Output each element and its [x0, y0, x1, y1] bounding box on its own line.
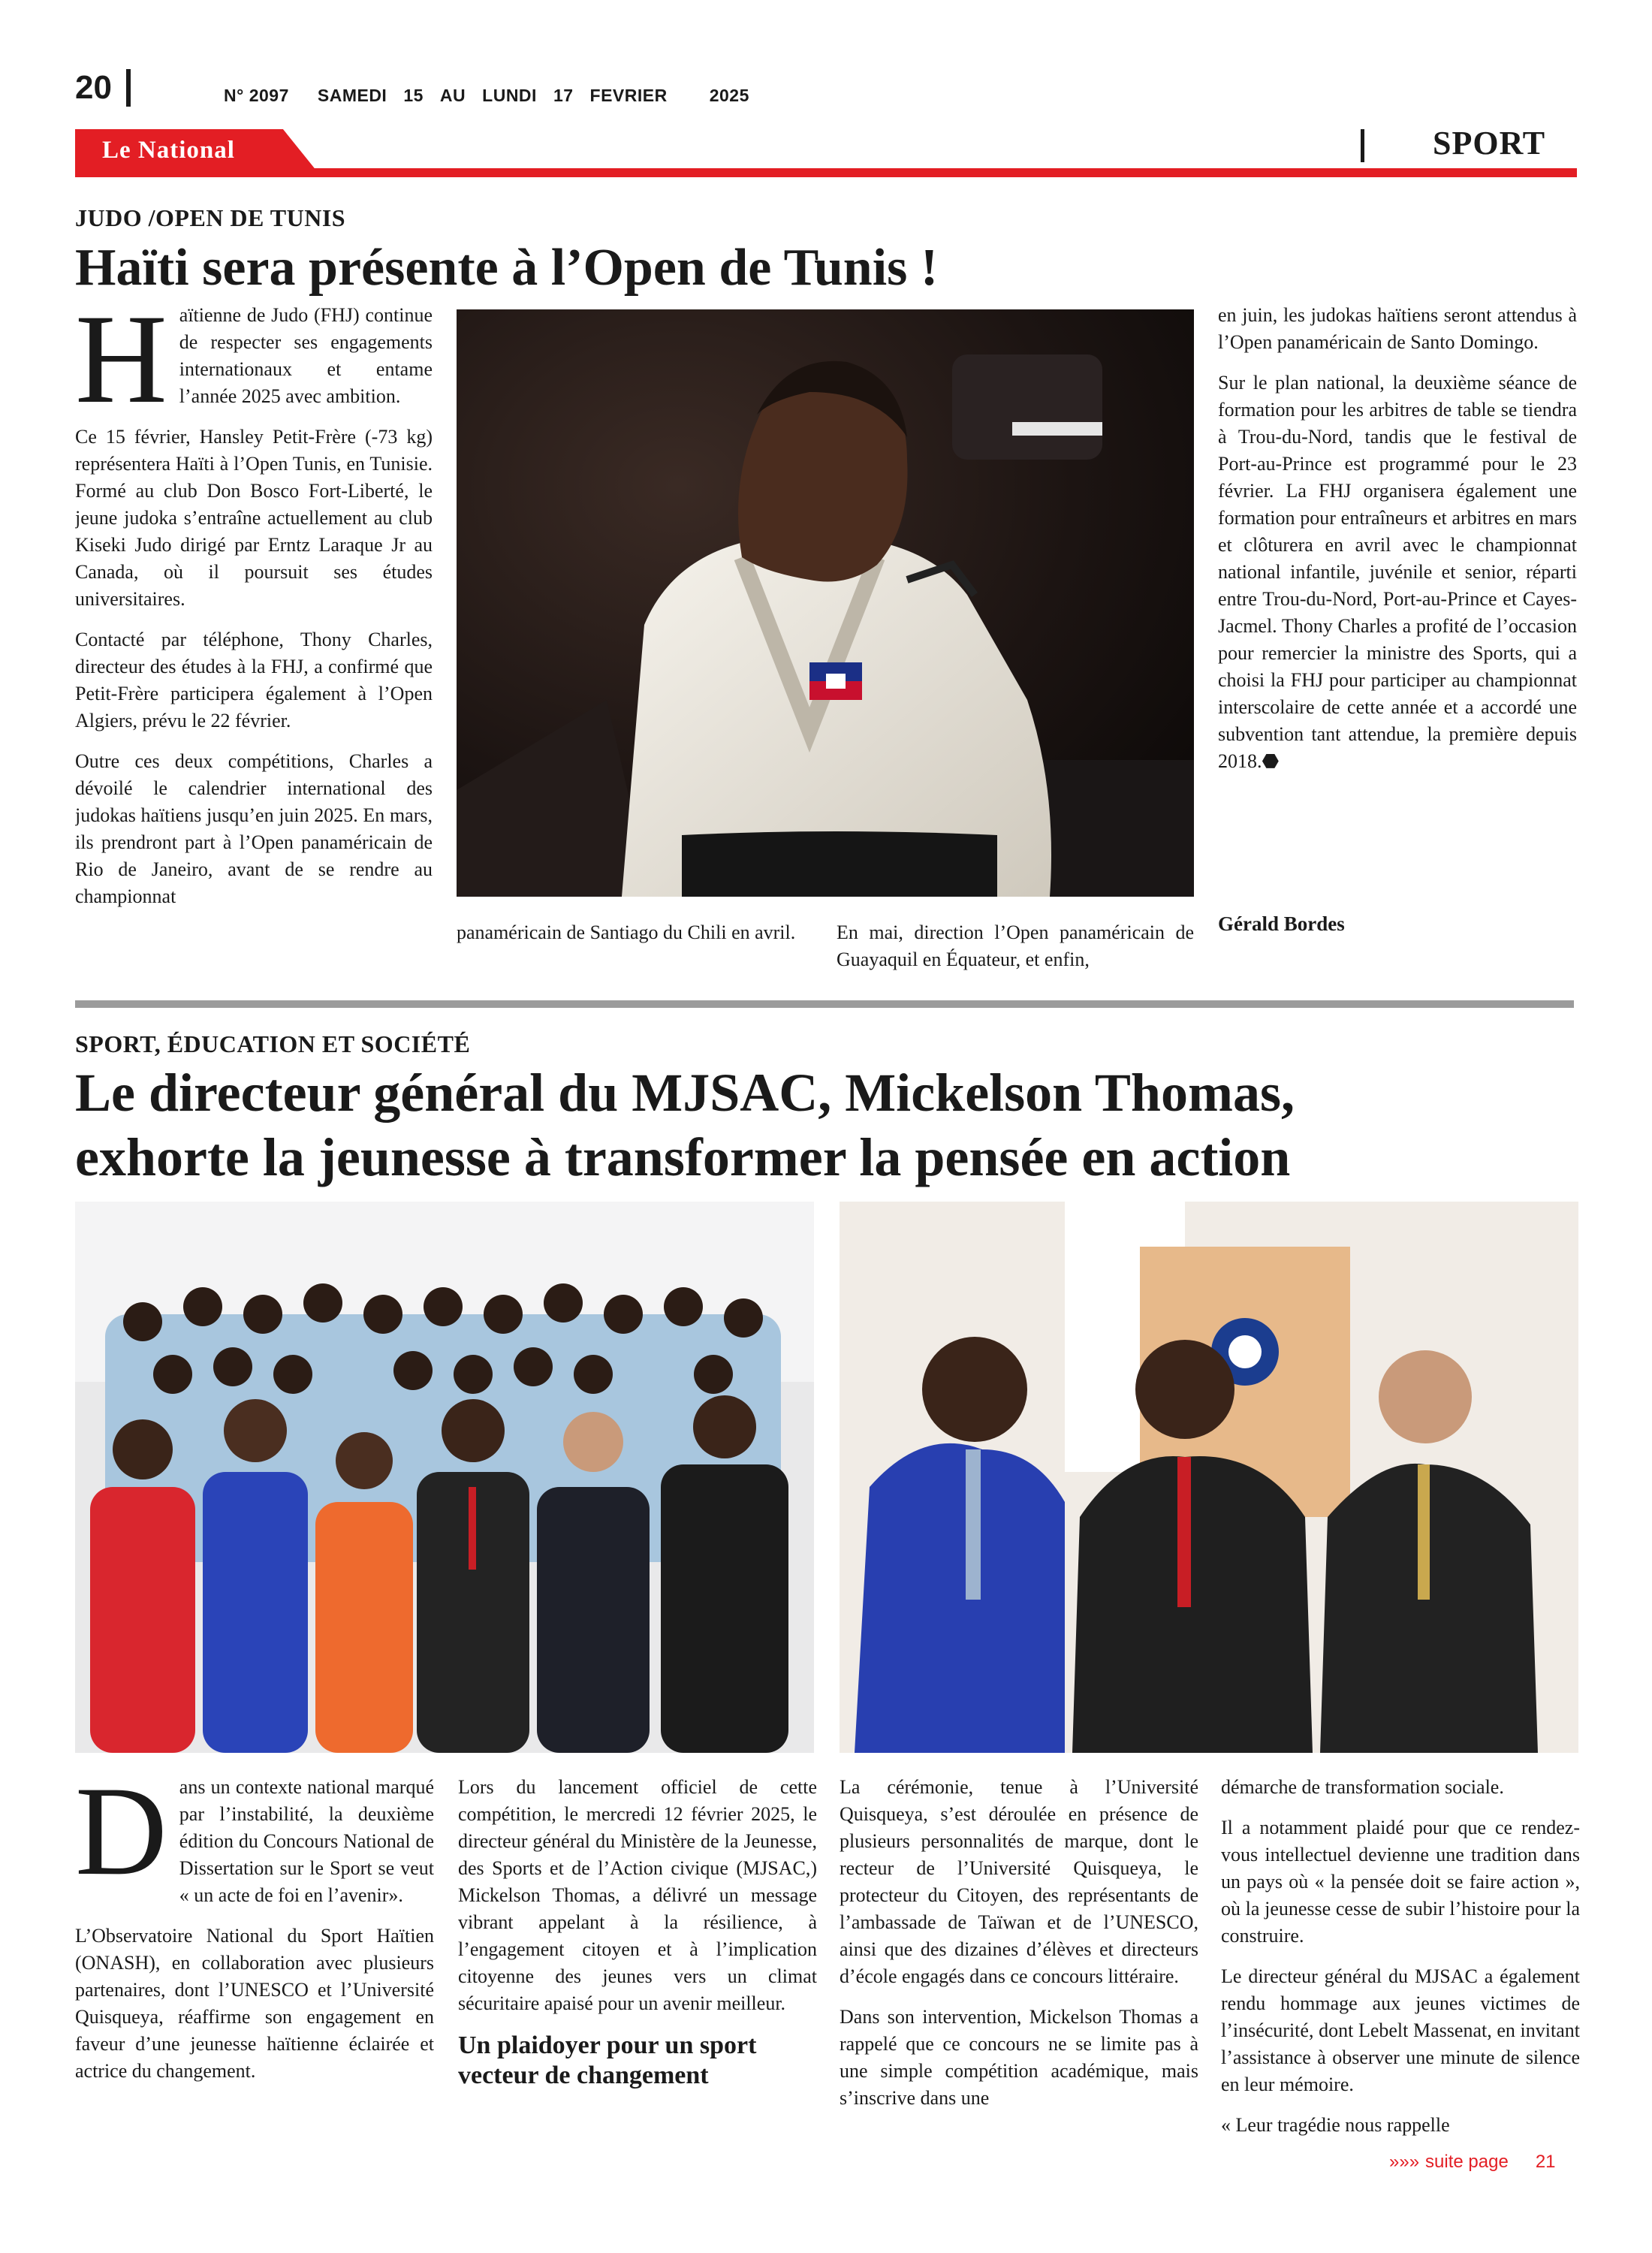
- date-from: 15: [403, 86, 424, 105]
- date-to: 17: [553, 86, 574, 105]
- issue-dateline: [224, 84, 766, 107]
- continued-label: suite page: [1425, 2152, 1509, 2172]
- article2-para-9: « Leur tragédie nous rappelle: [1221, 2114, 1450, 2136]
- brand-name: Le National: [102, 137, 235, 164]
- article2-subhead: Un plaidoyer pour un sport vecteur de changement: [458, 2031, 757, 2089]
- article1-column-3: [837, 919, 1194, 987]
- article2-column-1: [75, 1760, 434, 2098]
- article1-column-1: [75, 302, 433, 978]
- article1-headline: Haïti sera présente à l’Open de Tunis !: [75, 239, 939, 297]
- article1-column-2: [457, 919, 814, 960]
- article1-para-1-text: aïtienne de Judo (FHJ) continue de respecter ses engagements internationaux et entame l’année 2025 avec ambition.: [179, 304, 433, 407]
- article2-para-6: démarche de transformation sociale.: [1221, 1776, 1504, 1798]
- section-divider: [1361, 129, 1364, 162]
- article2-para-4: La cérémonie, tenue à l’Université Quisqueya, s’est déroulée en présence de plusieurs personnalités de marque, dont le recteur de l’Université Quisqueya, le protecteur du Citoyen, des représentants de l’ambassade de Taïwan et de l’UNESCO, ainsi que des dizaines d’élèves et directeurs d’école engagés dans ce concours littéraire.: [840, 1776, 1198, 1987]
- continued-page-number: 21: [1535, 2152, 1556, 2172]
- dropcap-d: D: [75, 1760, 167, 1902]
- article2-column-3: [840, 1774, 1198, 2125]
- article1-para-2: Ce 15 février, Hansley Petit-Frère (-73 kg) représentera Haïti à l’Open Tunis, en Tunisie. Formé au club Don Bosco Fort-Liberté, le jeune judoka s’entraîne actuellement au club Kiseki Judo dirigé par Erntz Laraque Jr au Canada, où il poursuit ses études universitaires.: [75, 426, 433, 610]
- article1-para-8-text: Sur le plan national, la deuxième séance de formation pour les arbitres de table se tiendra à Trou-du-Nord, tandis que le festival de Port-au-Prince est programmé pour le 23 février. La FHJ organisera également une formation pour entraîneurs et arbitres en mars et clôturera en avril avec le championnat national infantile, juvénile et senior, réparti entre Trou-du-Nord, Port-au-Prince et Cayes-Jacmel. Thony Charles a profité de l’occasion pour remercier la ministre des Sports, qui a choisi la FHJ pour participer au championnat interscolaire de cette année et a accordé une subvention tant attendue, la première depuis 2018.: [1218, 372, 1577, 772]
- article2-para-1-text: ans un contexte national marqué par l’instabilité, la deuxième édition du Concours National de Dissertation sur le Sport se veut « un acte de foi en l’avenir».: [179, 1776, 434, 1906]
- article2-para-1: [75, 1760, 434, 1909]
- officials-photo: [840, 1202, 1578, 1753]
- article2-column-2: [458, 1774, 817, 2091]
- day-to: LUNDI: [482, 86, 537, 105]
- officials-photo-illustration: [840, 1202, 1578, 1753]
- judoka-photo: [457, 309, 1194, 897]
- page-number-divider: [126, 69, 131, 107]
- issue-number: N° 2097: [224, 86, 289, 105]
- article1-para-6: En mai, direction l’Open panaméricain de Guayaquil en Équateur, et enfin,: [837, 921, 1194, 970]
- month: FEVRIER: [589, 86, 668, 105]
- day-from: SAMEDI: [317, 86, 387, 105]
- article2-para-8: Le directeur général du MJSAC a également rendu hommage aux jeunes victimes de l’insécurité, dont Lebelt Massenat, en invitant l’assistance à observer une minute de silence en leur mémoire.: [1221, 1965, 1580, 2095]
- article1-para-4: Outre ces deux compétitions, Charles a dévoilé le calendrier international des judokas haïtiens jusqu’en juin 2025. En mars, ils prendront part à l’Open panaméricain de Rio de Janeiro, avant de se rendre au championnat: [75, 750, 433, 907]
- article1-byline: Gérald Bordes: [1218, 912, 1345, 935]
- year: 2025: [709, 86, 749, 105]
- article2-headline-line-2: exhorte la jeunesse à transformer la pensée en action: [75, 1127, 1291, 1187]
- article2-para-3: Lors du lancement officiel de cette compétition, le mercredi 12 février 2025, le directeur général du Ministère de la Jeunesse, des Sports et de l’Action civique (MJSAC,) Mickelson Thomas, a délivré un message vibrant appelant à la résilience, à l’engagement citoyen et à l’implication citoyenne des jeunes vers un climat sécuritaire apaisé pour un avenir meilleur.: [458, 1776, 817, 2014]
- article2-headline-line-1: Le directeur général du MJSAC, Mickelson Thomas,: [75, 1063, 1295, 1123]
- article1-para-8: [1218, 369, 1577, 775]
- article2-column-4: [1221, 1774, 1580, 2152]
- article2-kicker: SPORT, ÉDUCATION ET SOCIÉTÉ: [75, 1030, 471, 1057]
- au-word: AU: [439, 86, 466, 105]
- header-rule: [75, 168, 1577, 177]
- article1-para-1: [75, 302, 433, 430]
- continued-link[interactable]: [1389, 2151, 1562, 2173]
- group-photo-illustration: [75, 1202, 814, 1753]
- article1-para-3: Contacté par téléphone, Thony Charles, directeur des études à la FHJ, a confirmé que Petit-Frère participera également à l’Open Algiers, prévu le 22 février.: [75, 629, 433, 731]
- group-photo: [75, 1202, 814, 1753]
- article1-kicker: JUDO /OPEN DE TUNIS: [75, 204, 346, 231]
- article2-para-2: L’Observatoire National du Sport Haïtien (ONASH), en collaboration avec plusieurs partenaires, dont l’UNESCO et l’Université Quisqueya, réaffirme son engagement en faveur d’une jeunesse haïtienne éclairée et actrice du changement.: [75, 1925, 434, 2082]
- article2-para-7: Il a notamment plaidé pour que ce rendez-vous intellectuel devienne une tradition dans un pays où « la pensée doit se faire action », où la jeunesse cesse de subir l’histoire pour la construire.: [1221, 1817, 1580, 1947]
- article2-para-5: Dans son intervention, Mickelson Thomas a rappelé que ce concours ne se limite pas à une simple compétition académique, mais s’inscrive dans une: [840, 2006, 1198, 2109]
- page-number: 20: [75, 69, 112, 106]
- article1-para-5: panaméricain de Santiago du Chili en avril.: [457, 921, 796, 943]
- article2-headline: [75, 1060, 1577, 1190]
- section-title: SPORT: [1433, 125, 1546, 161]
- continued-arrows-icon: »»»: [1389, 2152, 1420, 2172]
- end-mark-icon: ⬣: [1262, 750, 1280, 772]
- article1-para-7: en juin, les judokas haïtiens seront attendus à l’Open panaméricain de Santo Domingo.: [1218, 304, 1577, 353]
- article-divider: [75, 1000, 1574, 1008]
- dropcap-h: H: [75, 302, 167, 430]
- judoka-illustration: [457, 309, 1194, 897]
- article1-column-4: [1218, 302, 1577, 789]
